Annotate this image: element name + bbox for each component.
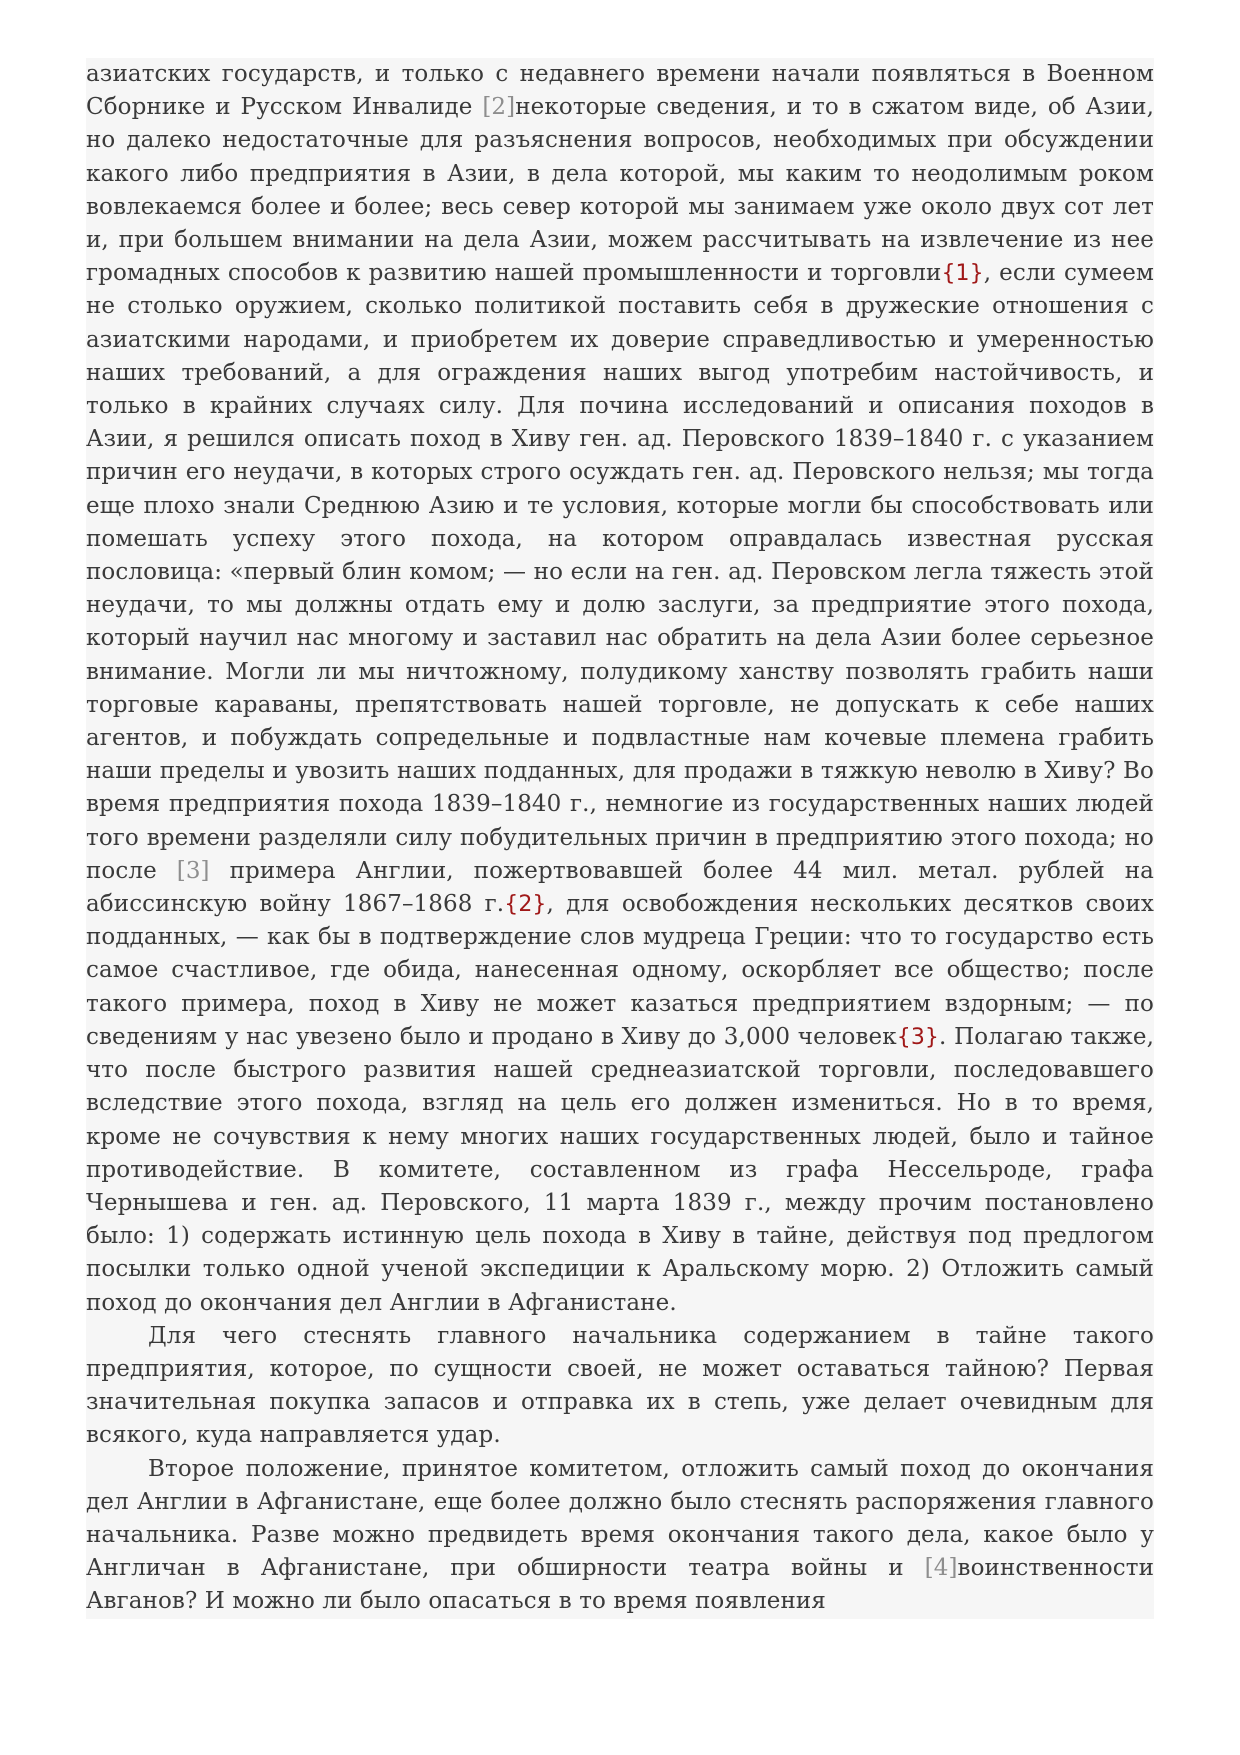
text-run: Второе положение, принятое комитетом, отложить самый поход до окончания дел Англии в Афганистане, еще более должно было стеснять распоряжения главного начальника. Разве можно предвидеть время окончания такого дела, какое было у Англичан в Афганистане, при обширности театра войны и bbox=[86, 1455, 1154, 1582]
text-run: азиатских государств, и только с недавнего времени начали появляться в Военном Сборнике и Русском Инвалиде bbox=[86, 61, 1154, 121]
text-run: Для чего стеснять главного начальника содержанием в тайне такого предприятия, которое, по сущности своей, не может оставаться тайною? Первая значительная покупка запасов и отправка их в степь, уже делает очевидным для всякого, куда направляется удар. bbox=[86, 1322, 1154, 1449]
page-marker: [4] bbox=[924, 1555, 958, 1582]
text-run: . Полагаю также, что после быстрого развития нашей среднеазиатской торговли, последовавшего вследствие этого похода, взгляд на цель его должен измениться. Но в то время, кроме не сочувствия к нему многих наших государственных людей, было и тайное противодействие. В комитете, составленном из графа Нессельроде, графа Чернышева и ген. ад. Перовского, 11 марта 1839 г., между прочим постановлено было: 1) содержать истинную цель похода в Хиву в тайне, действуя под предлогом посылки только одной ученой экспедиции к Аральскому морю. 2) Отложить самый поход до окончания дел Англии в Афганистане. bbox=[86, 1023, 1154, 1316]
document-page bbox=[86, 58, 1154, 1619]
text-run: примера Англии, пожертвовавшей более 44 мил. метал. рублей на абиссинскую войну 1867–1868 г. bbox=[86, 857, 1154, 918]
page-marker: [2] bbox=[482, 94, 516, 121]
paragraph bbox=[86, 58, 1154, 1320]
text-run: , если сумеем не столько оружием, сколько политикой поставить себя в дружеские отношения с азиатскими народами, и приобретем их доверие справедливостью и умеренностью наших требований, а для ограждения наших выгод употребим настойчивость, и только в крайних случаях силу. Для почина исследований и описания походов в Азии, я решился описать поход в Хиву ген. ад. Перовского 1839–1840 г. с указанием причин его неудачи, в которых строго осуждать ген. ад. Перовского нельзя; мы тогда еще плохо знали Среднюю Азию и те условия, которые могли бы способствовать или помешать успеху этого похода, на котором оправдалась известная русская пословица: «первый блин комом; — но если на ген. ад. Перовском легла тяжесть этой неудачи, то мы должны отдать ему и долю заслуги, за предприятие этого похода, который научил нас многому и заставил нас обратить на дела Азии более серьезное внимание. Могли ли мы ничтожному, полудикому ханству позволять грабить наши торговые караваны, препятствовать нашей торговле, не допускать к себе наших агентов, и побуждать сопредельные и подвластные нам кочевые племена грабить наши пределы и увозить наших подданных, для продажи в тяжкую неволю в Хиву? Во время предприятия похода 1839–1840 г., немногие из государственных наших людей того времени разделяли силу побудительных причин в предприятию этого похода; но после bbox=[86, 260, 1154, 884]
text-run: , для освобождения нескольких десятков своих подданных, — как бы в подтверждение слов мудреца Греции: что то государство есть самое счастливое, где обида, нанесенная одному, оскорбляет все общество; после такого примера, поход в Хиву не может казаться предприятием вздорным; — по сведениям у нас увезено было и продано в Хиву до 3,000 человек bbox=[86, 891, 1154, 1050]
text-run: некоторые сведения, и то в сжатом виде, об Азии, но далеко недостаточные для разъяснения вопросов, необходимых при обсуждении какого либо предприятия в Азии, в дела которой, мы каким то неодолимым роком вовлекаемся более и более; весь север которой мы занимаем уже около двух сот лет и, при большем внимании на дела Азии, можем рассчитывать на извлечение из нее громадных способов к развитию нашей промышленности и торговли bbox=[86, 94, 1154, 287]
paragraph bbox=[86, 1453, 1154, 1619]
page-marker: [3] bbox=[176, 857, 210, 884]
footnote-link[interactable]: {2} bbox=[504, 892, 547, 918]
text-run: воинственности Авганов? И можно ли было опасаться в то время появления bbox=[86, 1555, 1154, 1615]
paragraph bbox=[86, 1320, 1154, 1453]
footnote-link[interactable]: {1} bbox=[941, 261, 984, 287]
footnote-link[interactable]: {3} bbox=[896, 1024, 940, 1050]
